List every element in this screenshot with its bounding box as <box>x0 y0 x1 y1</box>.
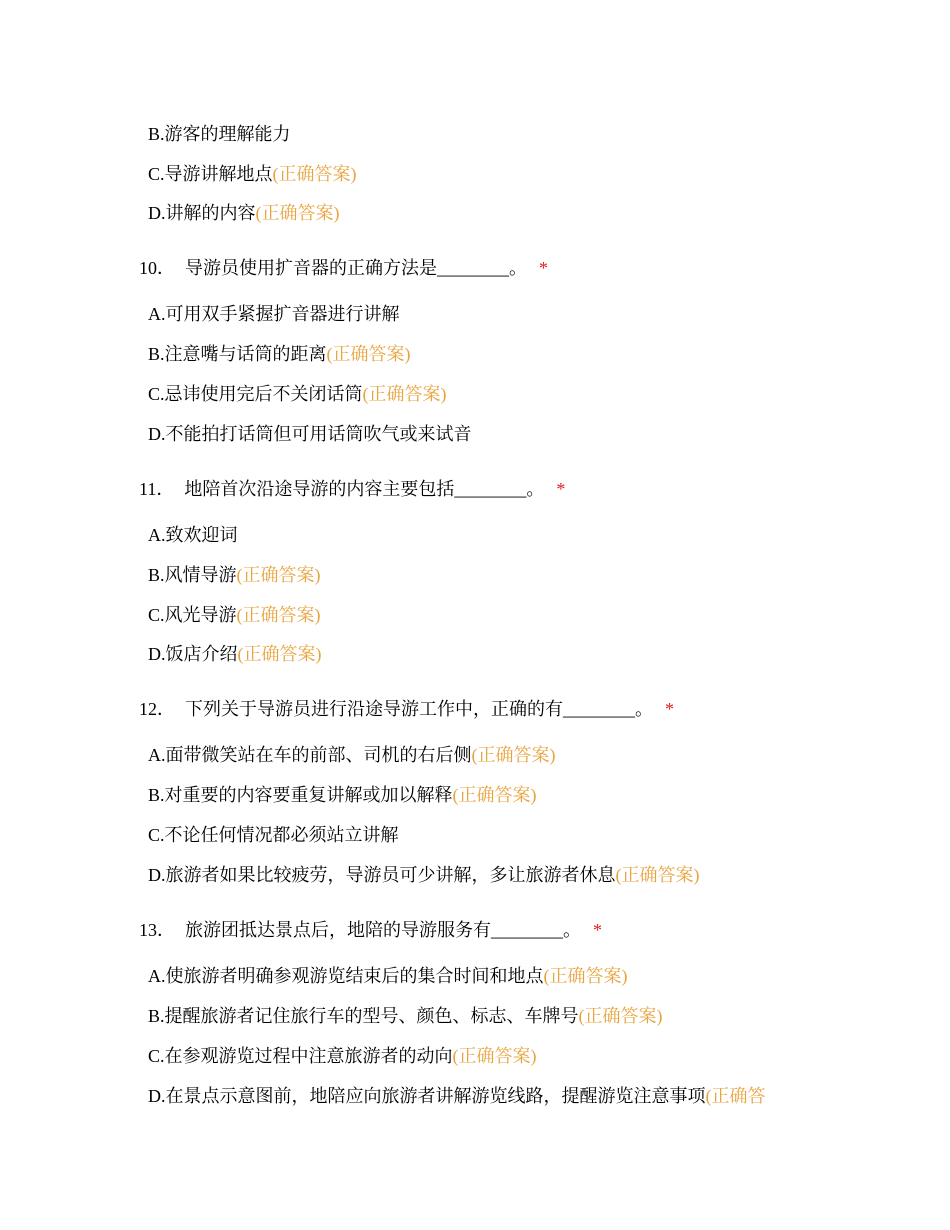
option-text: A.面带微笑站在车的前部、司机的右后侧 <box>148 745 472 765</box>
option-item[interactable] <box>148 423 472 445</box>
correct-answer-tag: (正确答案) <box>578 1006 663 1026</box>
correct-answer-tag: (正确答案) <box>615 865 700 885</box>
required-mark: * <box>539 258 548 278</box>
option-text: B.注意嘴与话筒的距离 <box>148 344 327 364</box>
option-item[interactable] <box>148 202 340 224</box>
correct-answer-tag: (正确答案) <box>236 565 321 585</box>
option-item[interactable] <box>148 303 400 325</box>
option-item[interactable] <box>148 604 321 626</box>
option-item[interactable] <box>148 343 411 365</box>
correct-answer-tag: (正确答案) <box>362 384 447 404</box>
required-mark: * <box>593 920 602 940</box>
correct-answer-tag: (正确答案) <box>452 785 537 805</box>
correct-answer-tag: (正确答案) <box>237 644 322 664</box>
option-text: A.致欢迎词 <box>148 525 238 545</box>
option-item[interactable] <box>148 643 322 665</box>
option-text: B.风情导游 <box>148 565 237 585</box>
option-text: B.对重要的内容要重复讲解或加以解释 <box>148 785 453 805</box>
question-text: 地陪首次沿途导游的内容主要包括________。 <box>184 479 545 499</box>
question-text: 下列关于导游员进行沿途导游工作中，正确的有________。 <box>185 699 653 719</box>
option-text: C.在参观游览过程中注意旅游者的动向 <box>148 1046 453 1066</box>
correct-answer-tag: (正确答案) <box>272 164 357 184</box>
question-number: 11． <box>139 479 175 499</box>
option-text: C.忌讳使用完后不关闭话筒 <box>148 384 363 404</box>
option-text: C.风光导游 <box>148 605 237 625</box>
correct-answer-tag: (正确答案) <box>452 1046 537 1066</box>
option-text: A.使旅游者明确参观游览结束后的集合时间和地点 <box>148 966 544 986</box>
option-text: B.提醒旅游者记住旅行车的型号、颜色、标志、车牌号 <box>148 1006 579 1026</box>
required-mark: * <box>556 479 566 499</box>
option-item[interactable] <box>148 824 399 846</box>
correct-answer-tag: (正确答案) <box>326 344 411 364</box>
option-item[interactable] <box>148 524 238 546</box>
option-text: D.在景点示意图前，地陪应向旅游者讲解游览线路，提醒游览注意事项 <box>148 1086 706 1106</box>
option-item[interactable] <box>148 163 357 185</box>
option-item[interactable] <box>148 784 537 806</box>
correct-answer-tag: (正确答案) <box>543 966 628 986</box>
option-item[interactable] <box>148 1045 537 1067</box>
required-mark: * <box>665 699 674 719</box>
question-title <box>139 919 602 941</box>
question-number: 10． <box>139 258 175 278</box>
option-text: D.饭店介绍 <box>148 644 238 664</box>
option-item[interactable] <box>148 383 447 405</box>
option-text: D.旅游者如果比较疲劳，导游员可少讲解，多让旅游者休息 <box>148 865 616 885</box>
option-item[interactable] <box>148 744 556 766</box>
option-item[interactable] <box>148 123 291 145</box>
question-number: 12． <box>139 699 175 719</box>
option-item[interactable] <box>148 864 700 886</box>
question-text: 旅游团抵达景点后，地陪的导游服务有________。 <box>185 920 581 940</box>
question-title <box>139 698 674 720</box>
option-item[interactable] <box>148 1005 663 1027</box>
option-text: A.可用双手紧握扩音器进行讲解 <box>148 304 400 324</box>
question-title <box>139 257 548 279</box>
question-text: 导游员使用扩音器的正确方法是________。 <box>185 258 527 278</box>
option-item[interactable] <box>148 965 628 987</box>
correct-answer-tag: (正确答案) <box>255 203 340 223</box>
option-item[interactable] <box>148 564 321 586</box>
option-text: D.讲解的内容 <box>148 203 256 223</box>
question-number: 13． <box>139 920 175 940</box>
option-text: B.游客的理解能力 <box>148 124 291 144</box>
option-item[interactable] <box>148 1085 766 1107</box>
correct-answer-tag: (正确答案) <box>471 745 556 765</box>
option-text: C.导游讲解地点 <box>148 164 273 184</box>
option-text: D.不能拍打话筒但可用话筒吹气或来试音 <box>148 424 472 444</box>
question-title <box>139 478 565 500</box>
correct-answer-tag: (正确答案) <box>236 605 321 625</box>
option-text: C.不论任何情况都必须站立讲解 <box>148 825 399 845</box>
correct-answer-tag: (正确答 <box>705 1086 766 1106</box>
